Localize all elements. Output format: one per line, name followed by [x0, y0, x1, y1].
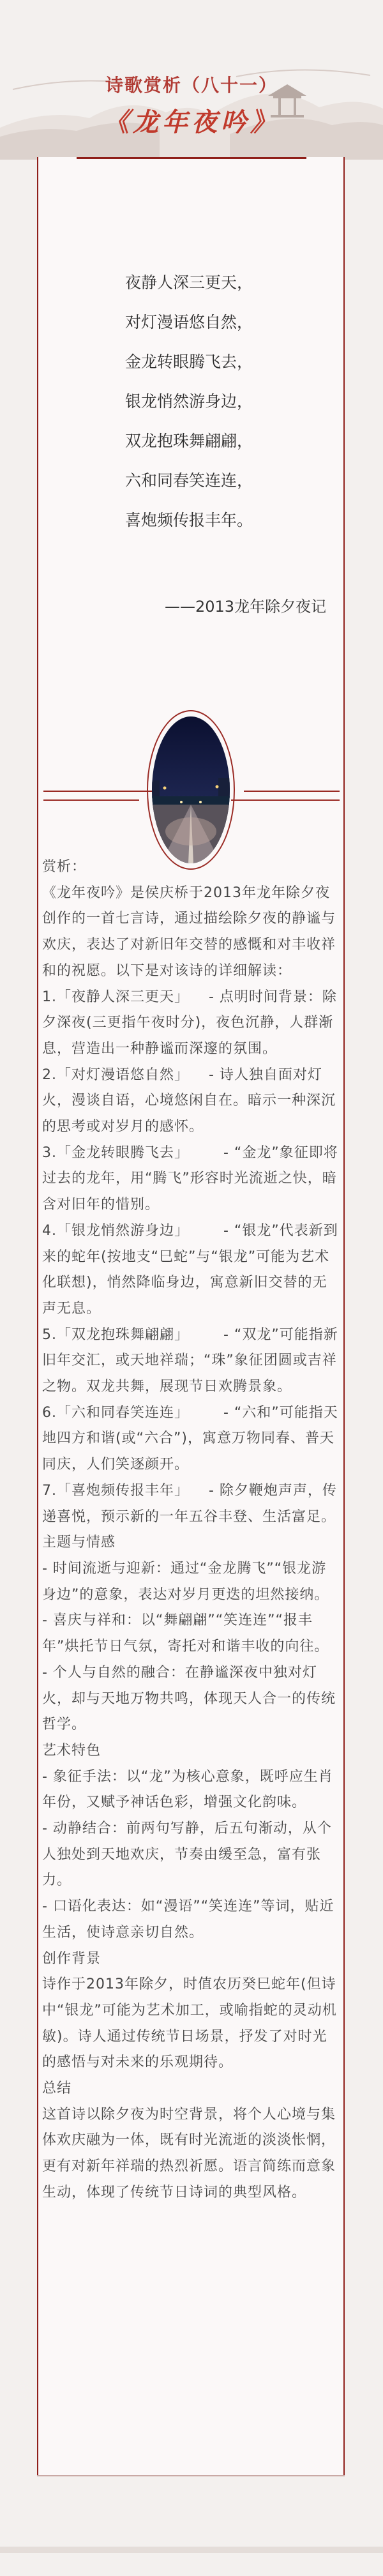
poem-line: 喜炮频传报丰年。	[125, 511, 253, 529]
poem-line: 夜静人深三更天，	[125, 273, 253, 292]
series-title: 诗歌赏析（八十一）	[105, 75, 278, 96]
poem-line: 双龙抱珠舞翩翩，	[125, 432, 253, 450]
poem-line: 金龙转眼腾飞去，	[125, 352, 253, 371]
photo-image	[152, 716, 230, 863]
left-divider-bottom	[43, 799, 139, 801]
poem-title: 《龙年夜吟》	[103, 108, 280, 137]
right-divider-top	[244, 791, 340, 792]
poem-line: 六和同春笑连连，	[125, 471, 253, 490]
poem-signature: ——2013龙年除夕夜记	[165, 598, 327, 616]
right-divider-bottom	[231, 799, 340, 801]
night-street-photo	[147, 710, 235, 870]
appreciation-text: 赏析： 《龙年夜吟》是侯庆桥于2013年龙年除夕夜创作的一首七言诗，通过描绘除夕夜的静谧与欢庆，表达了对新旧年交替的感慨和对丰收祥和的祝愿。以下是对该诗的详细解读： 1.「夜静人深三更天」 - 点明时间背景：除夕深夜(三更指午夜时分)，夜色沉静，人群渐息，营造出一种静谧而深邃的氛围。 2.「对灯漫语悠自然」 - 诗人独自面对灯火，漫谈自语，心境悠闲自在。暗示一种深沉的思考或对岁月的感怀。 3.「金龙转眼腾飞去」 - “金龙”象征即将过去的龙年，用“腾飞”形容时光流逝之快，暗含对旧年的惜别。 4.「银龙悄然游身边」 - “银龙”代表新到来的蛇年(按地支“巳蛇”与“银龙”可能为艺术化联想)，悄然降临身边，寓意新旧交替的无声无息。 5.「双龙抱珠舞翩翩」 - “双龙”可能指新旧年交汇，或天地祥瑞；“珠”象征团圆或吉祥之物。双龙共舞，展现节日欢腾景象。 6.「六和同春笑连连」 - “六和”可能指天地四方和谐(或“六合”)，寓意万物同春、普天同庆，人们笑逐颜开。 7.「喜炮频传报丰年」 - 除夕鞭炮声声，传递喜悦，预示新的一年五谷丰登、生活富足。 主题与情感 - 时间流逝与迎新：通过“金龙腾飞”“银龙游身边”的意象，表达对岁月更迭的坦然接纳。 - 喜庆与祥和：以“舞翩翩”“笑连连”“报丰年”烘托节日气氛，寄托对和谐丰收的向往。 - 个人与自然的融合：在静谧深夜中独对灯火，却与天地万物共鸣，体现天人合一的传统哲学。 艺术特色 - 象征手法：以“龙”为核心意象，既呼应生肖年份，又赋予神话色彩，增强文化韵味。 - 动静结合：前两句写静，后五句渐动，从个人独处到天地欢庆，节奏由缓至急，富有张力。 - 口语化表达：如“漫语”“笑连连”等词，贴近生活，使诗意亲切自然。 创作背景 诗作于2013年除夕，时值农历癸巳蛇年(但诗中“银龙”可能为艺术加工，或喻指蛇的灵动机敏)。诗人通过传统节日场景，抒发了对时光的感悟与对未来的乐观期待。 总结 这首诗以除夕夜为时空背景，将个人心境与集体欢庆融为一体，既有时光流逝的淡淡怅惘，更有对新年祥瑞的热烈祈愿。语言简练而意象生动，体现了传统节日诗词的典型风格。	[42, 859, 338, 2201]
frame-bottom-border	[37, 2475, 345, 2476]
footer-band	[0, 2547, 383, 2553]
poem	[125, 263, 329, 540]
header	[0, 0, 383, 160]
frame-top-border	[77, 157, 306, 159]
poem-line: 对灯漫语悠自然，	[125, 313, 253, 331]
left-divider-top	[43, 791, 152, 792]
poem-line: 银龙悄然游身边，	[125, 392, 253, 411]
